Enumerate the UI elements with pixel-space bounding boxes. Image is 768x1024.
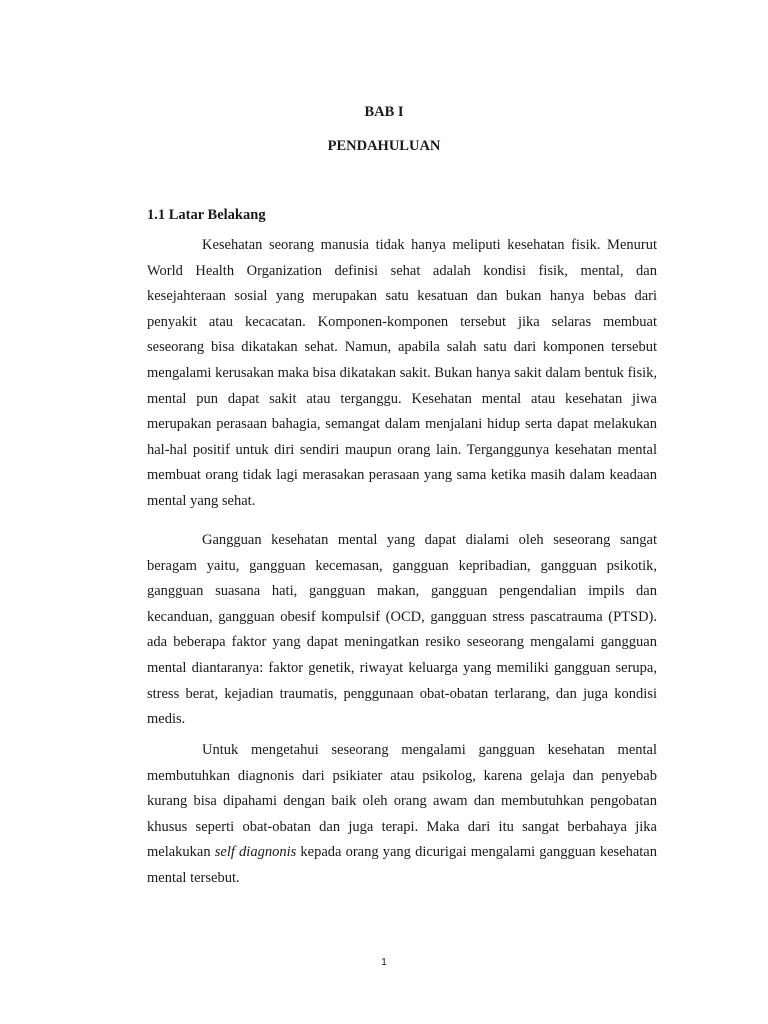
paragraph-3-italic-term: self diagnonis: [214, 844, 297, 861]
paragraph-3-text-end: kepada orang yang dicurigai mengalami gangguan kesehatan mental tersebut.: [147, 844, 657, 886]
chapter-title: PENDAHULUAN: [327, 138, 441, 154]
paragraph-1: Kesehatan seorang manusia tidak hanya meliputi kesehatan fisik. Menurut World Health Organization definisi sehat adalah kondisi fisik, mental, dan kesejahteraan sosial yang merupakan satu kesatuan dan bukan hanya bebas dari penyakit atau kecacatan. Komponen-komponen tersebut jika selaras membuat seseorang bisa dikatakan sehat. Namun, apabila salah satu dari komponen tersebut mengalami kerusakan maka bisa dikatakan sakit. Bukan hanya sakit dalam bentuk fisik, mental pun dapat sakit atau terganggu. Kesehatan mental atau kesehatan jiwa merupakan perasaan bahagia, semangat dalam menjalani hidup serta dapat melakukan hal-hal positif untuk diri sendiri maupun orang lain. Terganggunya kesehatan mental membuat orang tidak lagi merasakan perasaan yang sama ketika masih dalam keadaan mental yang sehat.: [147, 237, 657, 509]
chapter-number: BAB I: [364, 104, 404, 120]
paragraph-3: [147, 738, 657, 892]
paragraph-2: Gangguan kesehatan mental yang dapat dialami oleh seseorang sangat beragam yaitu, gangguan kecemasan, gangguan kepribadian, gangguan psikotik, gangguan suasana hati, gangguan makan, gangguan pengendalian impils dan kecanduan, gangguan obesif kompulsif (OCD, gangguan stress pascatrauma (PTSD). ada beberapa faktor yang dapat meningatkan resiko seseorang mengalami gangguan mental diantaranya: faktor genetik, riwayat keluarga yang memiliki gangguan serupa, stress berat, kejadian traumatis, penggunaan obat-obatan terlarang, dan juga kondisi medis.: [147, 532, 657, 728]
section-heading: 1.1 Latar Belakang: [147, 207, 266, 223]
paragraph-3-text-start: Untuk mengetahui seseorang mengalami gangguan kesehatan mental membutuhkan diagnonis dari psikiater atau psikolog, karena gelaja dan penyebab kurang bisa dipahami dengan baik oleh orang awam dan membutuhkan pengobatan khusus seperti obat-obatan dan juga terapi. Maka dari itu sangat berbahaya jika melakukan: [147, 742, 657, 861]
page-number: 1: [381, 957, 387, 968]
